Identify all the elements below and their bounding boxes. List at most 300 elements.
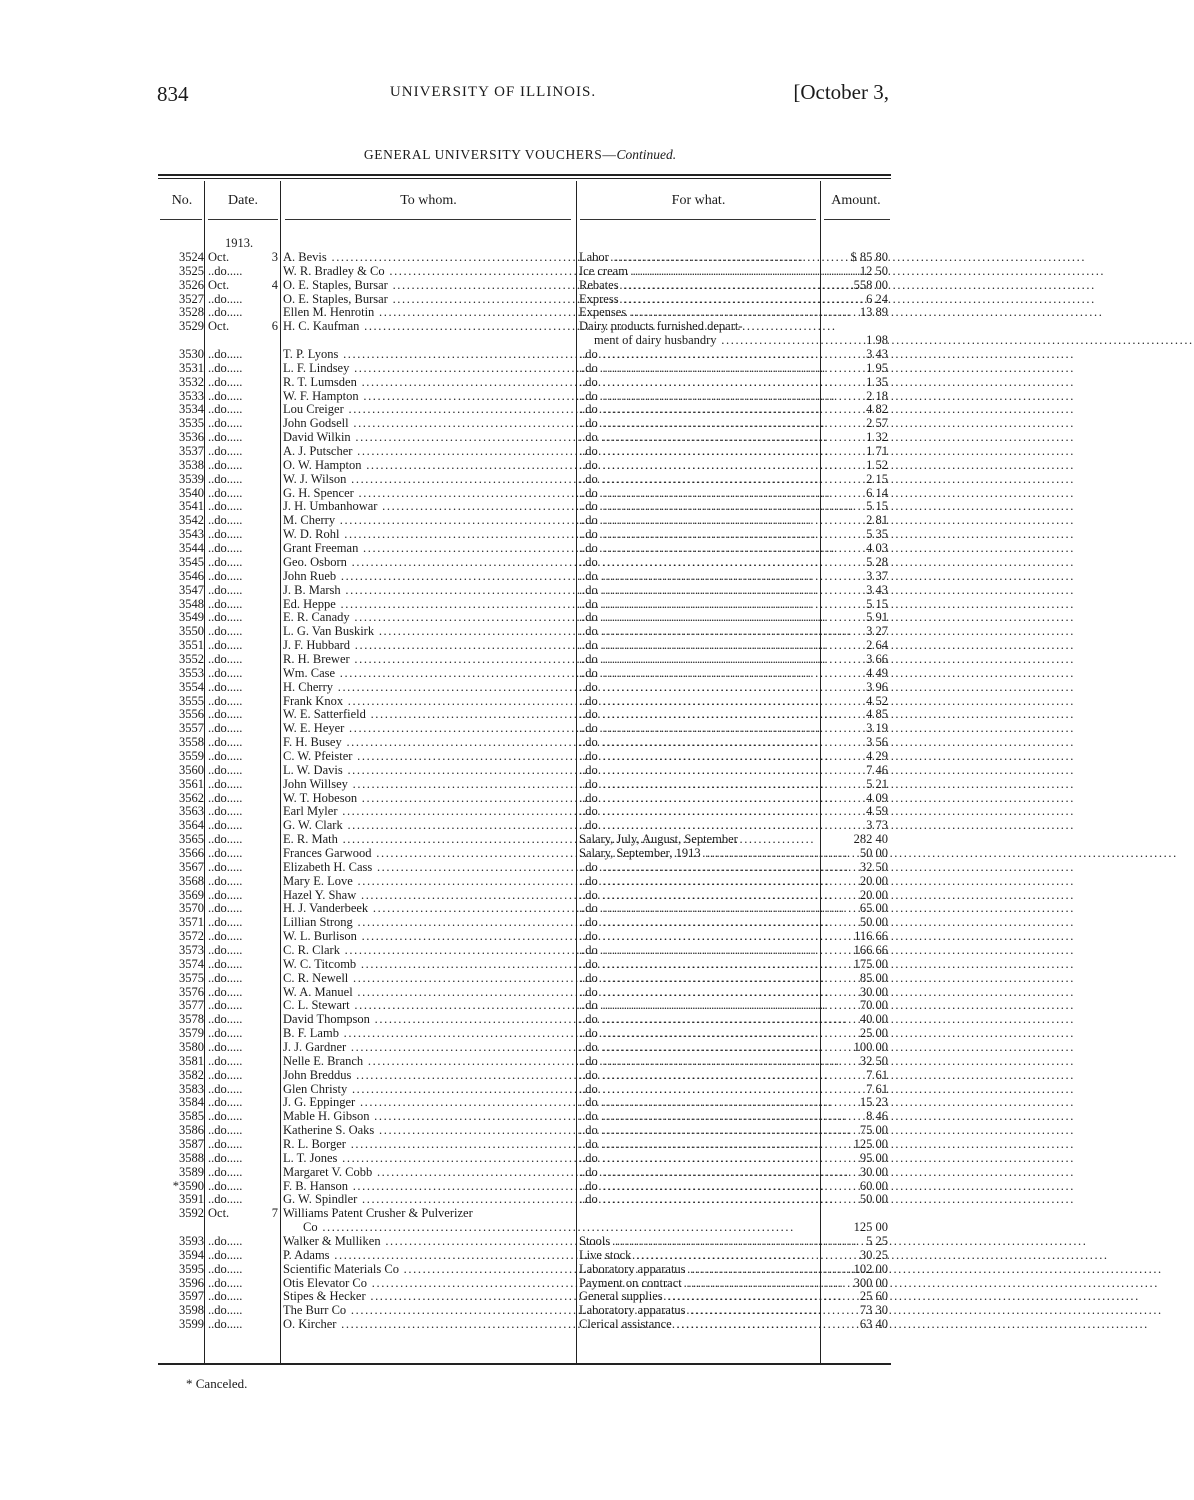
amount: 116 66 <box>854 929 888 944</box>
date-leader: ..... <box>226 956 243 971</box>
table-row <box>0 390 986 404</box>
date-leader: ..... <box>226 374 243 389</box>
date-day: 7 <box>271 1206 278 1221</box>
amount: 8 46 <box>866 1109 888 1124</box>
voucher-number: 3545 <box>179 554 204 569</box>
voucher-date <box>208 570 278 584</box>
amount: 63 40 <box>859 1317 888 1332</box>
header-date: Date. <box>228 193 258 208</box>
table-row <box>0 944 986 958</box>
voucher-date <box>208 431 278 445</box>
voucher-date <box>208 695 278 709</box>
date-month: ..do <box>208 263 227 278</box>
payee: O. W. Hampton ..... <box>283 459 575 473</box>
purpose: ..do ..... <box>579 708 819 722</box>
voucher-number: 3573 <box>179 942 204 957</box>
payee: W. D. Rohl ..... <box>283 528 575 542</box>
table-row <box>0 778 986 792</box>
amount: 30 00 <box>859 1164 888 1179</box>
date-day: 6 <box>271 319 278 334</box>
table-row <box>0 403 986 417</box>
date-month: ..do <box>208 1081 227 1096</box>
voucher-number: 3552 <box>179 651 204 666</box>
table-row <box>0 265 986 279</box>
payee: J. F. Hubbard ..... <box>283 639 575 653</box>
date-leader: ..... <box>226 1164 243 1179</box>
purpose: ..do ..... <box>579 514 819 528</box>
date-leader: ..... <box>226 915 243 930</box>
date-month: ..do <box>208 721 227 736</box>
amount: 50 00 <box>859 915 888 930</box>
table-row <box>0 1055 986 1069</box>
voucher-date <box>208 708 278 722</box>
amount: 4 82 <box>866 402 888 417</box>
amount: 4 59 <box>866 804 888 819</box>
date-month: ..do <box>208 374 227 389</box>
purpose: ..do ..... <box>579 999 819 1013</box>
date-month: ..do <box>208 679 227 694</box>
purpose: ..do ..... <box>579 445 819 459</box>
voucher-number: 3541 <box>179 499 204 514</box>
purpose: ..do ..... <box>579 972 819 986</box>
payee: John Willsey ..... <box>283 778 575 792</box>
date-month: ..do <box>208 471 227 486</box>
purpose: ..do ..... <box>579 653 819 667</box>
section-title-suffix: Continued. <box>616 147 677 162</box>
voucher-date <box>208 764 278 778</box>
purpose: ..do ..... <box>579 1027 819 1041</box>
amount: 20 00 <box>859 887 888 902</box>
voucher-date <box>208 1124 278 1138</box>
voucher-number: 3542 <box>179 513 204 528</box>
table-row <box>0 1249 986 1263</box>
header-for-what: For what. <box>671 193 726 208</box>
purpose: ..do ..... <box>579 930 819 944</box>
voucher-date <box>208 542 278 556</box>
voucher-number: 3593 <box>179 1234 204 1249</box>
voucher-date <box>208 279 278 293</box>
year-label: 1913. <box>225 236 254 250</box>
date-leader: ..... <box>226 1067 243 1082</box>
amount: 6 14 <box>866 485 888 500</box>
date-month: ..do <box>208 1261 227 1276</box>
voucher-date <box>208 362 278 376</box>
purpose: ..do ..... <box>579 805 819 819</box>
table-row <box>0 861 986 875</box>
table-row <box>0 279 986 293</box>
purpose: ..do ..... <box>579 542 819 556</box>
date-leader: ..... <box>226 416 243 431</box>
voucher-date <box>208 320 278 334</box>
date-month: ..do <box>208 416 227 431</box>
table-row <box>0 1096 986 1110</box>
table-row <box>0 598 986 612</box>
payee: Walker & Mulliken ..... <box>283 1235 575 1249</box>
table-row <box>0 722 986 736</box>
voucher-number: 3582 <box>179 1067 204 1082</box>
voucher-date <box>208 584 278 598</box>
date-leader: ..... <box>226 1192 243 1207</box>
voucher-date <box>208 750 278 764</box>
date-month: ..do <box>208 1026 227 1041</box>
voucher-number: 3572 <box>179 929 204 944</box>
voucher-number: 3549 <box>179 610 204 625</box>
amount: 7 61 <box>866 1081 888 1096</box>
table-row <box>0 1027 986 1041</box>
voucher-number: 3587 <box>179 1137 204 1152</box>
voucher-number: 3531 <box>179 360 204 375</box>
voucher-number: 3534 <box>179 402 204 417</box>
table-row <box>0 306 986 320</box>
table-row <box>0 362 986 376</box>
purpose: ..do ..... <box>579 861 819 875</box>
date-month: ..do <box>208 1150 227 1165</box>
date-leader: ..... <box>226 638 243 653</box>
date-month: ..do <box>208 845 227 860</box>
amount: 5 91 <box>866 610 888 625</box>
page-date: [October 3, <box>793 80 889 104</box>
date-leader: ..... <box>226 1303 243 1318</box>
purpose: ..do ..... <box>579 1013 819 1027</box>
table-row <box>0 875 986 889</box>
table-row <box>0 251 986 265</box>
date-leader: ..... <box>226 721 243 736</box>
voucher-number: 3548 <box>179 596 204 611</box>
date-month: ..do <box>208 291 227 306</box>
payee: A. J. Putscher ..... <box>283 445 575 459</box>
voucher-number: 3556 <box>179 707 204 722</box>
voucher-number: 3574 <box>179 956 204 971</box>
date-leader: ..... <box>226 776 243 791</box>
voucher-date <box>208 1110 278 1124</box>
date-leader: ..... <box>226 1123 243 1138</box>
voucher-number: 3564 <box>179 818 204 833</box>
amount: 7 61 <box>866 1067 888 1082</box>
payee: Earl Myler ..... <box>283 805 575 819</box>
payee: G. H. Spencer ..... <box>283 487 575 501</box>
purpose: ..do ..... <box>579 1096 819 1110</box>
date-month: ..do <box>208 984 227 999</box>
payee: H. Cherry ..... <box>283 681 575 695</box>
amount: 2 57 <box>866 416 888 431</box>
purpose: ..do ..... <box>579 376 819 390</box>
amount: 2 18 <box>866 388 888 403</box>
date-leader: ..... <box>226 790 243 805</box>
date-month: ..do <box>208 388 227 403</box>
voucher-date <box>208 390 278 404</box>
voucher-number: 3554 <box>179 679 204 694</box>
date-leader: ..... <box>226 1081 243 1096</box>
date-month: ..do <box>208 873 227 888</box>
table-row <box>0 805 986 819</box>
date-month: ..do <box>208 956 227 971</box>
table-row <box>0 1263 986 1277</box>
section-title-main: GENERAL UNIVERSITY VOUCHERS— <box>363 147 617 162</box>
voucher-date <box>208 889 278 903</box>
voucher-number: 3591 <box>179 1192 204 1207</box>
date-leader: ..... <box>226 1289 243 1304</box>
purpose: ..do ..... <box>579 362 819 376</box>
purpose: ..do ..... <box>579 1166 819 1180</box>
purpose: ..do ..... <box>579 764 819 778</box>
payee: A. Bevis ..... <box>283 251 575 265</box>
table-row <box>0 584 986 598</box>
amount: 15 23 <box>859 1095 888 1110</box>
payee: Stipes & Hecker ..... <box>283 1290 575 1304</box>
voucher-date <box>208 1304 278 1318</box>
voucher-number: 3525 <box>179 263 204 278</box>
amount: 100 00 <box>853 1040 888 1054</box>
table-row <box>0 930 986 944</box>
date-leader: ..... <box>226 305 243 320</box>
voucher-number: 3577 <box>179 998 204 1013</box>
amount: 3 37 <box>866 568 888 583</box>
voucher-number: 3580 <box>179 1040 204 1054</box>
date-leader: ..... <box>226 970 243 985</box>
table-row <box>0 1193 986 1207</box>
purpose: ..do ..... <box>579 459 819 473</box>
table-row <box>0 528 986 542</box>
purpose: ..do ..... <box>579 598 819 612</box>
date-leader: ..... <box>226 554 243 569</box>
voucher-number: 3530 <box>179 347 204 362</box>
payee: W. T. Hobeson ..... <box>283 792 575 806</box>
date-month: ..do <box>208 818 227 833</box>
date-day: 3 <box>271 250 278 264</box>
amount: 300 00 <box>853 1275 888 1290</box>
purpose: Express ..... <box>579 293 819 307</box>
table-row <box>0 459 986 473</box>
date-month: ..do <box>208 347 227 362</box>
purpose: Expenses ..... <box>579 306 819 320</box>
amount: 32 50 <box>859 859 888 874</box>
voucher-number: 3527 <box>179 291 204 306</box>
payee: L. W. Davis ..... <box>283 764 575 778</box>
voucher-number: 3585 <box>179 1109 204 1124</box>
amount: 166 66 <box>853 942 888 957</box>
voucher-number: 3544 <box>179 541 204 556</box>
voucher-number: 3594 <box>179 1247 204 1262</box>
voucher-number: 3562 <box>179 790 204 805</box>
payee: P. Adams ..... <box>283 1249 575 1263</box>
amount: 20 00 <box>859 873 888 888</box>
voucher-date <box>208 1027 278 1041</box>
payee: C. R. Newell ..... <box>283 972 575 986</box>
table-row <box>0 1069 986 1083</box>
table-row <box>0 1235 986 1249</box>
amount: 4 52 <box>866 693 888 708</box>
table-row <box>0 1013 986 1027</box>
table-row <box>0 750 986 764</box>
table-row <box>0 1083 986 1097</box>
table-row <box>0 1304 986 1318</box>
date-month: ..do <box>208 942 227 957</box>
payee: Geo. Osborn ..... <box>283 556 575 570</box>
voucher-number: 3586 <box>179 1123 204 1138</box>
purpose: ..do ..... <box>579 667 819 681</box>
table-row <box>0 445 986 459</box>
voucher-number: *3590 <box>172 1178 204 1193</box>
purpose: ..do ..... <box>579 417 819 431</box>
payee: F. H. Busey ..... <box>283 736 575 750</box>
amount: 2 81 <box>866 513 888 528</box>
payee: Grant Freeman ..... <box>283 542 575 556</box>
amount: 4 49 <box>866 665 888 680</box>
table-row <box>0 417 986 431</box>
payee: T. P. Lyons ..... <box>283 348 575 362</box>
purpose: ..do ..... <box>579 750 819 764</box>
voucher-number: 3539 <box>179 471 204 486</box>
payee: Nelle E. Branch ..... <box>283 1055 575 1069</box>
purpose: ..do ..... <box>579 1193 819 1207</box>
date-month: ..do <box>208 804 227 819</box>
date-leader: ..... <box>226 762 243 777</box>
purpose: ..do ..... <box>579 1110 819 1124</box>
payee: L. G. Van Buskirk ..... <box>283 625 575 639</box>
voucher-date <box>208 916 278 930</box>
payee: G. W. Spindler ..... <box>283 1193 575 1207</box>
date-leader: ..... <box>226 707 243 722</box>
table-row <box>0 1207 986 1235</box>
voucher-number: 3581 <box>179 1053 204 1068</box>
table-row <box>0 1124 986 1138</box>
purpose: ..do ..... <box>579 625 819 639</box>
payee: Mable H. Gibson ..... <box>283 1110 575 1124</box>
purpose: ..do ..... <box>579 681 819 695</box>
voucher-date <box>208 514 278 528</box>
payee: M. Cherry ..... <box>283 514 575 528</box>
voucher-date <box>208 667 278 681</box>
table-row <box>0 431 986 445</box>
amount: 73 30 <box>859 1303 888 1318</box>
date-month: ..do <box>208 1137 227 1152</box>
date-month: ..do <box>208 541 227 556</box>
date-month: ..do <box>208 735 227 750</box>
table-row <box>0 889 986 903</box>
payee: Otis Elevator Co ..... <box>283 1277 575 1291</box>
voucher-date <box>208 293 278 307</box>
voucher-date <box>208 528 278 542</box>
amount: 558 00 <box>853 277 888 292</box>
date-leader: ..... <box>226 1317 243 1332</box>
date-leader: ..... <box>226 360 243 375</box>
date-leader: ..... <box>226 347 243 362</box>
purpose: ..do ..... <box>579 500 819 514</box>
table-row <box>0 320 986 348</box>
purpose: ..do ..... <box>579 348 819 362</box>
table-row <box>0 1277 986 1291</box>
amount: 2 15 <box>866 471 888 486</box>
table-row <box>0 293 986 307</box>
payee: Lou Creiger ..... <box>283 403 575 417</box>
payee-line-2: Co ..... <box>303 1221 795 1235</box>
voucher-number: 3595 <box>179 1261 204 1276</box>
date-leader: ..... <box>226 1234 243 1249</box>
voucher-number: 3566 <box>179 845 204 860</box>
date-leader: ..... <box>226 291 243 306</box>
purpose: ..do ..... <box>579 570 819 584</box>
date-leader: ..... <box>226 624 243 639</box>
voucher-date <box>208 1166 278 1180</box>
amount: 3 73 <box>866 818 888 833</box>
table-row <box>0 1290 986 1304</box>
amount: 3 43 <box>866 582 888 597</box>
voucher-number: 3555 <box>179 693 204 708</box>
amount: 30 00 <box>859 984 888 999</box>
purpose: ..do ..... <box>579 1152 819 1166</box>
amount: 3 27 <box>866 624 888 639</box>
payee: David Thompson ..... <box>283 1013 575 1027</box>
date-leader: ..... <box>226 832 243 847</box>
amount: 5 21 <box>866 776 888 791</box>
date-month: ..do <box>208 748 227 763</box>
payee: John Godsell ..... <box>283 417 575 431</box>
payee: C. W. Pfeister ..... <box>283 750 575 764</box>
amount: 40 00 <box>859 1012 888 1027</box>
amount: 50 00 <box>859 1192 888 1207</box>
voucher-number: 3598 <box>179 1303 204 1318</box>
date-leader: ..... <box>226 444 243 459</box>
voucher-number: 3557 <box>179 721 204 736</box>
table-row <box>0 667 986 681</box>
date-leader: ..... <box>226 263 243 278</box>
voucher-number: 3596 <box>179 1275 204 1290</box>
payee: J. H. Umbanhowar ..... <box>283 500 575 514</box>
date-month: ..do <box>208 790 227 805</box>
purpose: ..do ..... <box>579 722 819 736</box>
voucher-date <box>208 1290 278 1304</box>
voucher-date <box>208 986 278 1000</box>
amount: 6 24 <box>866 291 888 306</box>
page-number: 834 <box>157 82 189 106</box>
table-row <box>0 570 986 584</box>
date-month: ..do <box>208 638 227 653</box>
payee: E. R. Math ..... <box>283 833 575 847</box>
amount: 25 00 <box>859 1026 888 1041</box>
amount: 1 52 <box>866 457 888 472</box>
voucher-date <box>208 833 278 847</box>
date-month: ..do <box>208 1275 227 1290</box>
amount: 25 60 <box>859 1289 888 1304</box>
voucher-date <box>208 1055 278 1069</box>
date-month: ..do <box>208 693 227 708</box>
date-leader: ..... <box>226 984 243 999</box>
payee: Glen Christy ..... <box>283 1083 575 1097</box>
header-underline-amount <box>824 219 890 220</box>
header-no: No. <box>171 193 193 208</box>
purpose: Ice cream ..... <box>579 265 819 279</box>
voucher-number: 3584 <box>179 1095 204 1110</box>
purpose: ..do ..... <box>579 916 819 930</box>
date-leader: ..... <box>226 1012 243 1027</box>
header-underline-no <box>160 219 202 220</box>
top-rule-1 <box>158 174 891 176</box>
purpose: ..do ..... <box>579 792 819 806</box>
voucher-date <box>208 348 278 362</box>
date-month: ..do <box>208 402 227 417</box>
date-leader: ..... <box>226 596 243 611</box>
payee: Margaret V. Cobb ..... <box>283 1166 575 1180</box>
date-month: ..do <box>208 970 227 985</box>
table-row <box>0 972 986 986</box>
voucher-number: 3570 <box>179 901 204 916</box>
amount: 1 95 <box>866 360 888 375</box>
voucher-number: 3576 <box>179 984 204 999</box>
purpose: ..do ..... <box>579 390 819 404</box>
payee: Katherine S. Oaks ..... <box>283 1124 575 1138</box>
date-day: 4 <box>271 277 278 292</box>
amount: 30 25 <box>859 1247 888 1262</box>
